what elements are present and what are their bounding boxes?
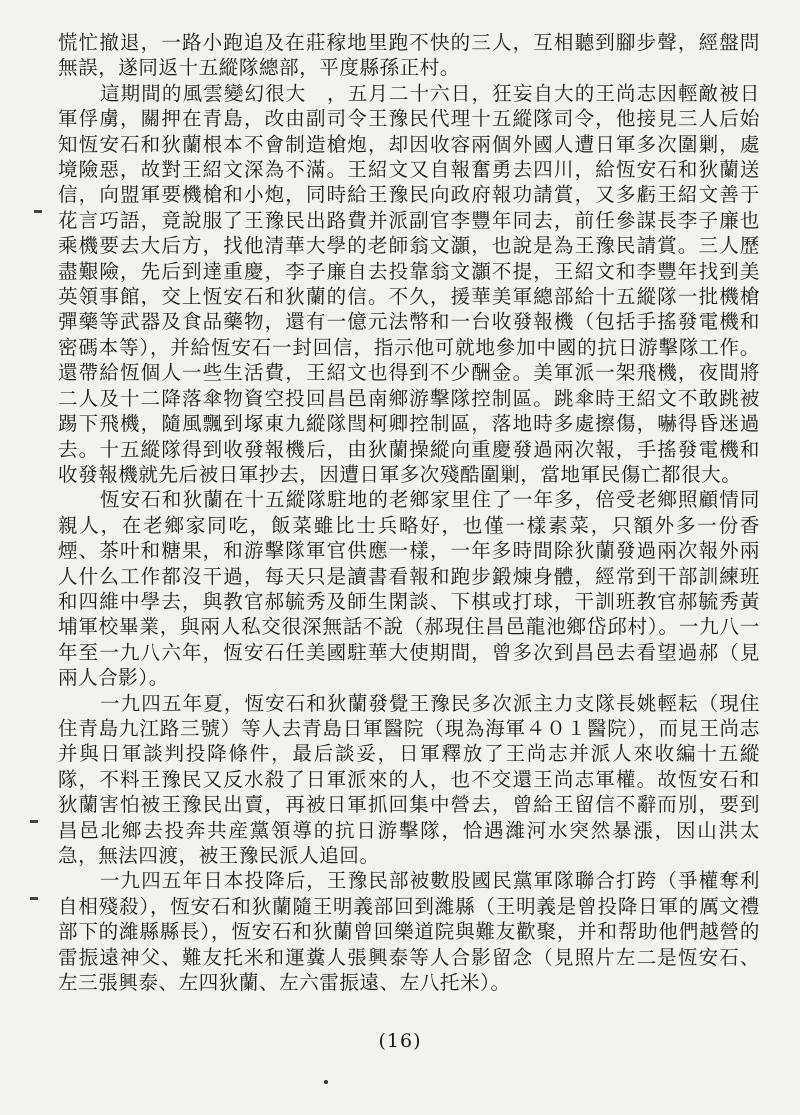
paragraph-5: 一九四五年日本投降后，王豫民部被數股國民黨軍隊聯合打跨（爭權奪利自相殘殺），恆安石和狄蘭隨王明義部回到濰縣（王明義是曾投降日軍的厲文禮部下的濰縣縣長），恆安石和狄蘭曾回樂道院與難友歡聚，并和帮助他們越營的雷振遠神父、難友托米和運糞人張興泰等人合影留念（見照片左二是恆安石、左三張興泰、左四狄蘭、左六雷振遠、左八托米）。 [58, 869, 760, 995]
paragraph-4: 一九四五年夏，恆安石和狄蘭發覺王豫民多次派主力支隊長姚輕耘（現住住青島九江路三號）等人去青島日軍醫院（現為海軍４０１醫院），而見王尚志并與日軍談判投降條件，最后談妥，日軍釋放了王尚志并派人來收編十五縱隊，不料王豫民又反水殺了日軍派來的人，也不交還王尚志軍權。故恆安石和狄蘭害怕被王豫民出賣，再被日軍抓回集中營去，曾給王留信不辭而別，要到昌邑北鄉去投奔共産黨領導的抗日游擊隊，恰遇濰河水突然暴漲，因山洪太急，無法四渡，被王豫民派人追回。 [58, 691, 760, 867]
page-number: (16) [378, 1030, 422, 1052]
scan-dot [324, 1080, 328, 1084]
scan-mark [30, 820, 38, 823]
paragraph-3: 恆安石和狄蘭在十五縱隊駐地的老鄉家里住了一年多，倍受老鄉照顧情同親人，在老鄉家同吃，飯菜雖比士兵略好，也僅一樣素菜，只額外多一份香煙、茶叶和糖果，和游擊隊軍官供應一樣，一年多時間除狄蘭發過兩次報外兩人什么工作都沒干過，每天只是讀書看報和跑步鍛煉身體，經常到干部訓練班和四維中學去，與教官郝毓秀及師生閑談、下棋或打球，干訓班教官郝毓秀黃埔軍校畢業，與兩人私交很深無話不說（郝現住昌邑龍池鄉岱邱村）。一九八一年至一九八六年，恆安石任美國駐華大使期間，曾多次到昌邑去看望過郝（見兩人合影）。 [58, 488, 760, 690]
paragraph-1: 慌忙撤退，一路小跑追及在莊稼地里跑不快的三人，互相聽到腳步聲，經盤問無誤，遂同返十五縱隊總部，平度縣孫正村。 [58, 31, 760, 80]
scan-mark [30, 897, 38, 900]
scan-mark [34, 210, 42, 213]
paragraph-2: 這期間的風雲變幻很大 ，五月二十六日，狂妄自大的王尚志因輕敵被日軍俘虜，關押在青島，改由副司令王豫民代理十五縱隊司令，他接見三人后始知恆安石和狄蘭根本不會制造槍炮，却因收容兩個外國人遭日軍多次圍剿，處境險惡，故對王紹文深為不滿。王紹文又自報奮勇去四川，給恆安石和狄蘭送信，向盟軍要機槍和小炮，同時給王豫民向政府報功請賞，又多虧王紹文善于花言巧語，竟說服了王豫民出路費并派副官李豐年同去，前任參謀長李子廉也乘機要去大后方，找他清華大學的老師翁文灝，也說是為王豫民請賞。三人歷盡艱險，先后到達重慶，李子廉自去投靠翁文灝不提，王紹文和李豐年找到美英領事館，交上恆安石和狄蘭的信。不久，援華美軍總部給十五縱隊一批機槍彈藥等武器及食品藥物，還有一億元法幣和一台收發報機（包括手搖發電機和密碼本等），并給恆安石一封回信，指示他可就地參加中國的抗日游擊隊工作。還帶給恆個人一些生活費，王紹文也得到不少酬金。美軍派一架飛機，夜間將二人及十二降落傘物資空投回昌邑南鄉游擊隊控制區。跳傘時王紹文不敢跳被踢下飛機，隨風飄到塚東九縱隊閆柯卿控制區，落地時多處擦傷，嚇得昏迷過去。十五縱隊得到收發報機后，由狄蘭操縱向重慶發過兩次報，手搖發電機和收發報機就先后被日軍抄去，因遭日軍多次殘酷圍剿，當地軍民傷亡都很大。 [58, 81, 760, 486]
